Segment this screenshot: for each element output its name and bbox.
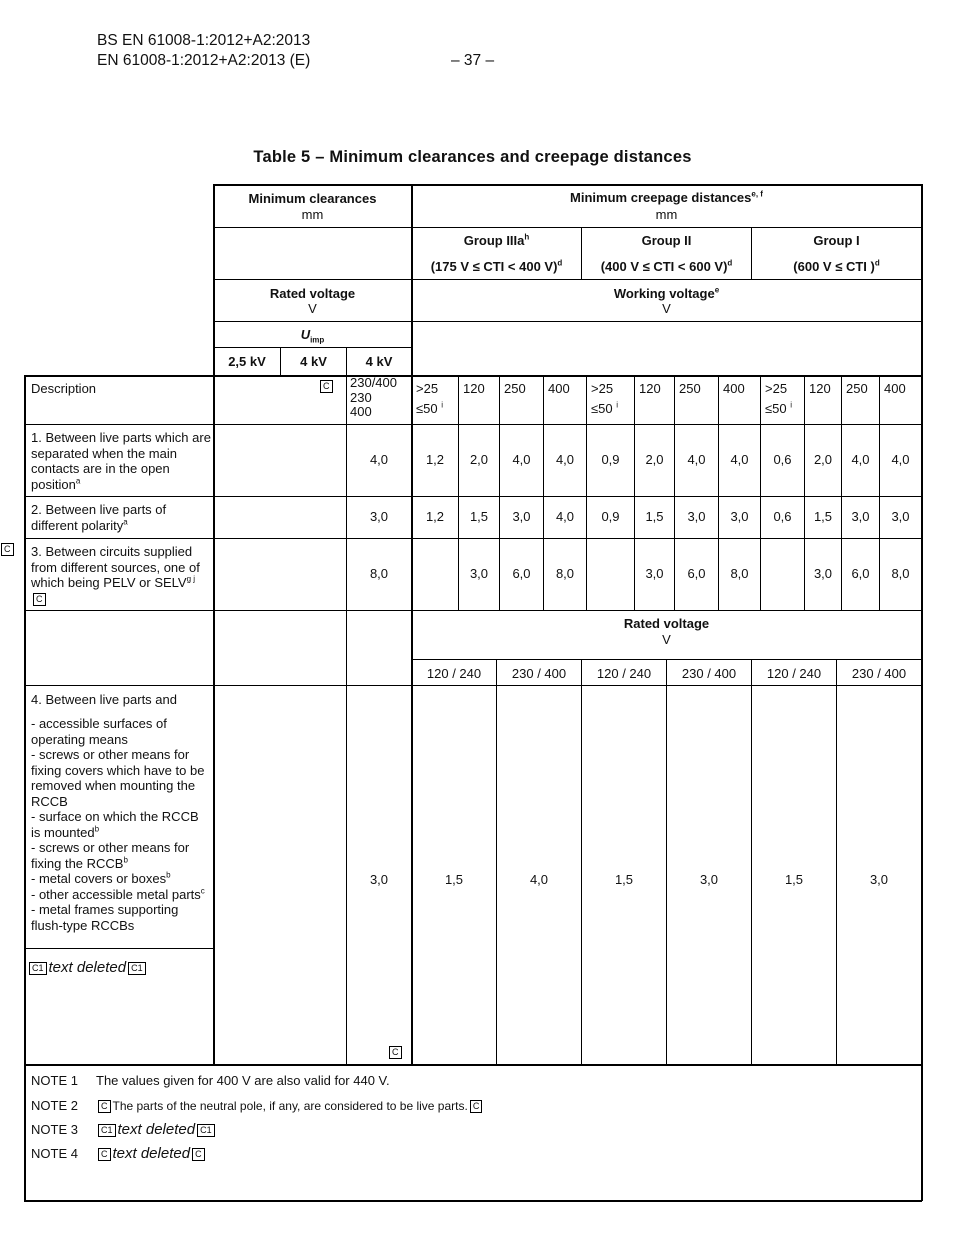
working-voltage-col: 120 [463, 381, 485, 396]
working-voltage-col: 250 [504, 381, 526, 396]
group-iiia-header: Group IIIa$^h$ [463, 232, 530, 248]
clearance-value: 3,0 [369, 509, 389, 524]
creepage-value: 1,2 [425, 452, 445, 467]
creepage-value: 0,6 [773, 509, 792, 524]
row-4-creepage: 4,0 [529, 872, 549, 887]
row-4-creepage: 1,5 [784, 872, 804, 887]
note-4: NOTE 4 C text deleted C [31, 1146, 207, 1162]
row-4-item-list [31, 716, 209, 933]
unit-v-working: V [662, 301, 671, 316]
unit-mm-creepage: mm [655, 207, 678, 222]
creepage-value: 4,0 [730, 452, 749, 467]
creepage-value: 8,0 [891, 566, 910, 581]
creepage-value: 4,0 [555, 509, 575, 524]
creepage-value: 3,0 [687, 509, 706, 524]
creepage-value: 4,0 [851, 452, 870, 467]
working-voltage-col: 400 [723, 381, 745, 396]
working-voltage-col: 120 [639, 381, 661, 396]
creepage-value: 6,0 [512, 566, 531, 581]
row-4-clearance: 3,0 [369, 872, 389, 887]
page-number: – 37 – [451, 52, 495, 69]
standard-number: BS EN 61008-1:2012+A2:2013 [97, 32, 311, 49]
working-voltage-col: 250 [679, 381, 701, 396]
row-4-deleted: C1 text deleted C1 [27, 960, 148, 976]
creepage-value: 3,0 [512, 509, 531, 524]
creepage-value: 0,9 [601, 452, 620, 467]
row-4-item: - accessible surfaces of operating means [31, 716, 167, 747]
creepage-value: 4,0 [512, 452, 531, 467]
rated-voltage-col: 230 / 400 [851, 666, 907, 681]
working-voltage-col: 400 [548, 381, 570, 396]
unit-mm: mm [301, 207, 324, 222]
creepage-value: 4,0 [555, 452, 575, 467]
creepage-value: 3,0 [469, 566, 489, 581]
creepage-value: 4,0 [891, 452, 910, 467]
voltage-list: 230/400 230 400 [350, 375, 397, 419]
creepage-value: 3,0 [730, 509, 749, 524]
description-label: Description [31, 381, 97, 396]
creepage-value: 3,0 [891, 509, 910, 524]
group-ii-cti: (400 V ≤ CTI < 600 V)$^d$ [600, 258, 733, 274]
rated-voltage-col: 120 / 240 [426, 666, 482, 681]
amendment-c-marker-end: C [33, 593, 46, 606]
creepage-value: 0,6 [773, 452, 792, 467]
group-ii-header: Group II [641, 233, 692, 248]
creepage-value: 2,0 [813, 452, 833, 467]
group-i-cti: (600 V ≤ CTI )$^d$ [793, 258, 880, 274]
group-iiia-cti: (175 V ≤ CTI < 400 V)$^d$ [430, 258, 563, 274]
working-voltage-col: >25 ≤50 $^i$ [416, 381, 443, 416]
rated-voltage-header: Rated voltage [269, 286, 356, 301]
row-4-item: - metal frames supporting flush-type RCCBs [31, 902, 179, 933]
creepage-value: 3,0 [813, 566, 833, 581]
row-4-item: - screws or other means for fixing covers which have to be removed when mounting the RCCB [31, 747, 205, 809]
kv-col-1: 2,5 kV [228, 354, 266, 369]
amendment-c-marker-margin: C [1, 543, 14, 556]
rated-voltage-col: 230 / 400 [511, 666, 567, 681]
creepage-value: 1,5 [469, 509, 489, 524]
creepage-value: 8,0 [730, 566, 749, 581]
note-3: NOTE 3 C1 text deleted C1 [31, 1122, 217, 1138]
note-1: NOTE 1 The values given for 400 V are also valid for 440 V. [31, 1073, 390, 1088]
creepage-value: 6,0 [851, 566, 870, 581]
working-voltage-col: 400 [884, 381, 906, 396]
rated-voltage-header-2: Rated voltage [623, 616, 710, 631]
creepage-value: 4,0 [687, 452, 706, 467]
min-creepage-header: Minimum creepage distances$^{e, f}$ [570, 189, 763, 205]
kv-col-2: 4 kV [300, 354, 327, 369]
uimp-header: $U_{imp}$ [300, 327, 325, 345]
clearance-value: 4,0 [369, 452, 389, 467]
working-voltage-col: 120 [809, 381, 831, 396]
min-clearances-header: Minimum clearances [248, 191, 377, 206]
row-4-title: 4. Between live parts and [31, 692, 177, 707]
group-i-header: Group I [813, 233, 860, 248]
row-4-creepage: 1,5 [614, 872, 634, 887]
row-4-creepage: 1,5 [444, 872, 464, 887]
rated-voltage-col: 120 / 240 [596, 666, 652, 681]
unit-v: V [308, 301, 317, 316]
creepage-value: 2,0 [645, 452, 664, 467]
creepage-value: 1,2 [425, 509, 445, 524]
row-4-item: - screws or other means for fixing the RCCB$^b$ [31, 840, 190, 871]
creepage-value: 6,0 [687, 566, 706, 581]
row-4-item: - metal covers or boxes$^b$ [31, 870, 171, 886]
creepage-value: 3,0 [645, 566, 664, 581]
row-3-description: 3. Between circuits supplied from different sources, one of which being PELV or $SELV^{g j}C$ [31, 544, 200, 604]
kv-col-3: 4 kV [365, 354, 393, 369]
unit-v-rated-2: V [662, 632, 671, 647]
row-4-creepage: 3,0 [869, 872, 889, 887]
row-4-item: - surface on which the RCCB is mounted$^b$ [31, 809, 199, 840]
amendment-c-marker-start: C [320, 380, 333, 393]
row-2-description: 2. Between live parts of different polarity$^a$ [31, 502, 167, 533]
amendment-c-marker-close: C [389, 1046, 402, 1059]
row-4-creepage: 3,0 [699, 872, 719, 887]
clearance-value: 8,0 [369, 566, 389, 581]
standard-number-en: EN 61008-1:2012+A2:2013 (E) [97, 52, 311, 69]
working-voltage-col: 250 [846, 381, 868, 396]
creepage-value: 0,9 [601, 509, 620, 524]
creepage-value: 2,0 [469, 452, 489, 467]
creepage-value: 1,5 [645, 509, 664, 524]
working-voltage-col: >25 ≤50 $^i$ [591, 381, 618, 416]
creepage-value: 1,5 [813, 509, 833, 524]
creepage-value: 8,0 [555, 566, 575, 581]
creepage-value: 3,0 [851, 509, 870, 524]
note-2: NOTE 2 C The parts of the neutral pole, if any, are considered to be live parts. C [31, 1098, 484, 1114]
rated-voltage-col: 120 / 240 [766, 666, 822, 681]
working-voltage-col: >25 ≤50 $^i$ [765, 381, 792, 416]
row-1-description: 1. Between live parts which are separated when the main contacts are in the open position$^a$ [31, 430, 211, 492]
rated-voltage-col: 230 / 400 [681, 666, 737, 681]
working-voltage-header: Working voltage$^e$ [613, 285, 720, 301]
row-4-item: - other accessible metal parts$^c$ [31, 886, 205, 902]
table-title: Table 5 – Minimum clearances and creepage distances [253, 148, 692, 166]
